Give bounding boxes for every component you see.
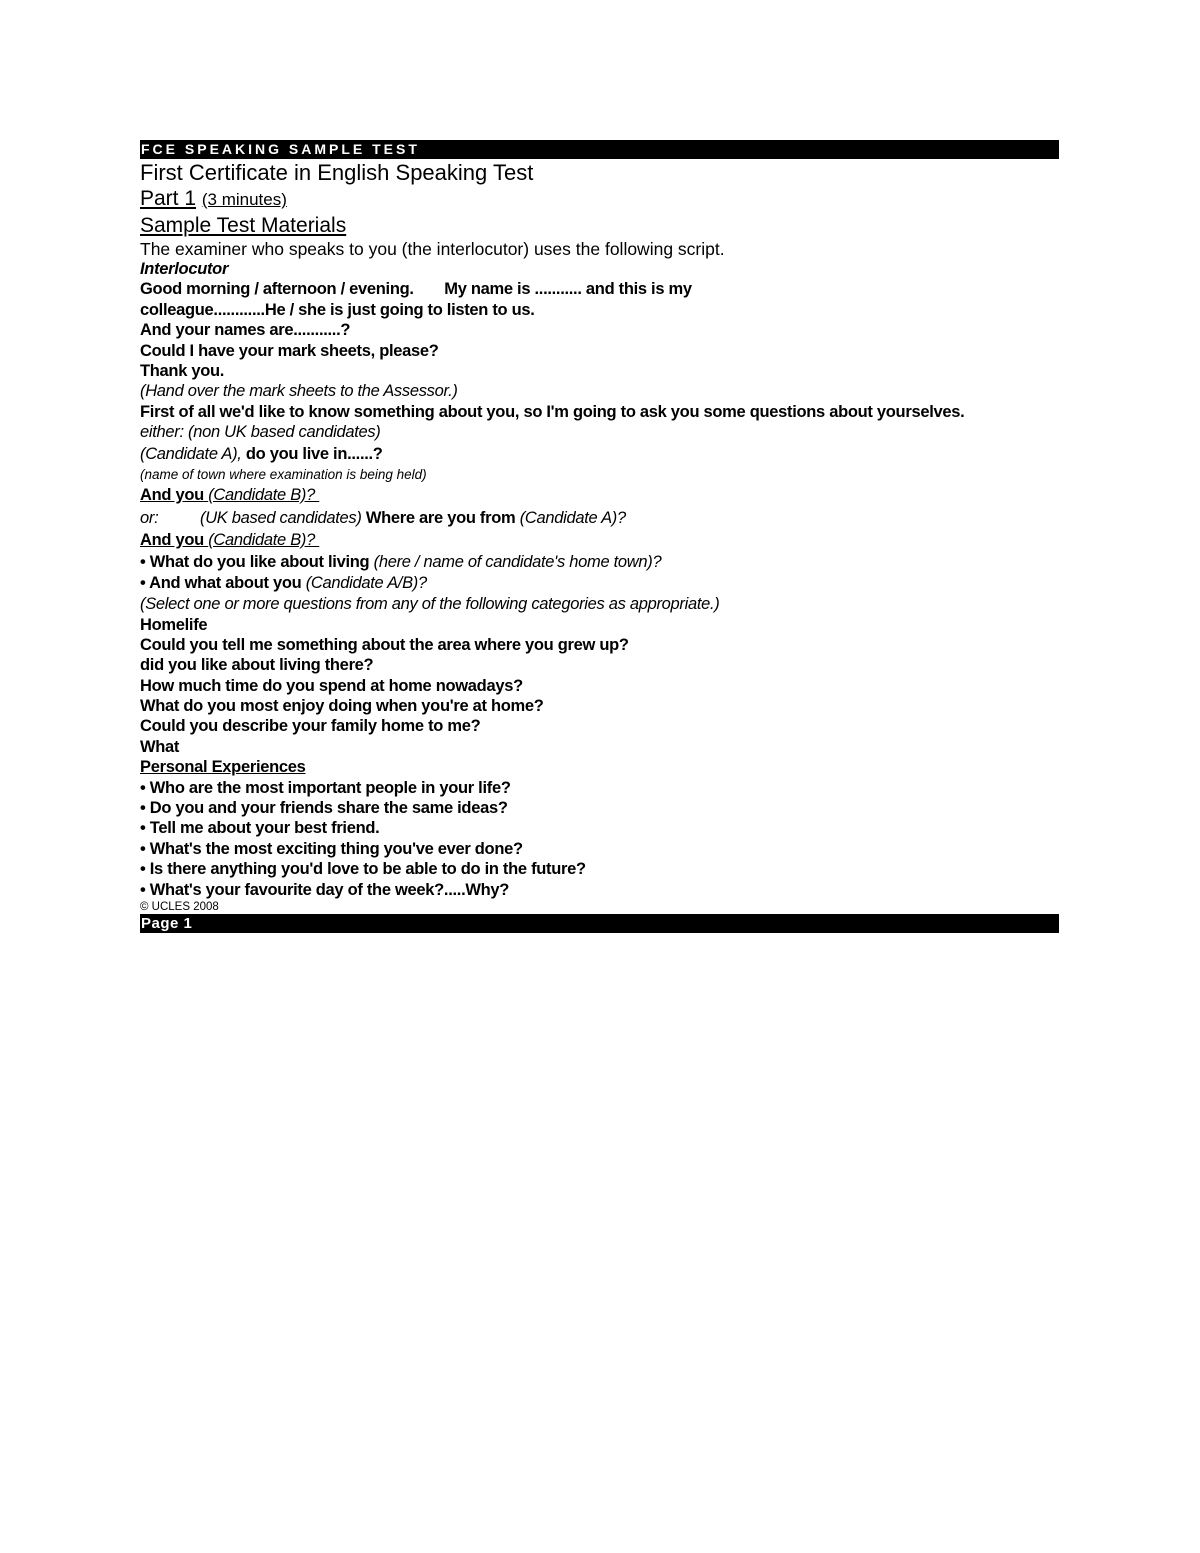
homelife-question: did you like about living there? <box>140 656 374 675</box>
hand-over-note: (Hand over the mark sheets to the Assessor.) <box>140 382 458 401</box>
personal-question: • Do you and your friends share the same ideas? <box>140 799 508 818</box>
names-question: And your names are...........? <box>140 321 351 340</box>
page-number-bar: Page 1 <box>140 914 1059 933</box>
personal-question: • What's the most exciting thing you've ever done? <box>140 839 523 858</box>
personal-question: • Who are the most important people in your life? <box>140 778 511 797</box>
candidate-a-label: (Candidate A), <box>140 444 242 463</box>
part-heading <box>140 186 1059 213</box>
personal-question: • Tell me about your best friend. <box>140 819 380 838</box>
document-title: First Certificate in English Speaking Test <box>140 160 534 185</box>
what-about-question: • And what about you <box>140 573 302 592</box>
select-note: (Select one or more questions from any of the following categories as appropriate.) <box>140 595 720 614</box>
or-line <box>140 507 1059 530</box>
personal-experiences-heading: Personal Experiences <box>140 758 306 777</box>
uk-based-note: (UK based candidates) <box>200 508 362 527</box>
and-you-1-candidate: (Candidate B)? <box>208 486 315 505</box>
like-living-question: • What do you like about living <box>140 552 370 571</box>
and-you-2-text: And you <box>140 531 204 550</box>
homelife-heading: Homelife <box>140 615 208 634</box>
homelife-question: What do you most enjoy doing when you're at home? <box>140 697 544 716</box>
first-of-all-line: First of all we'd like to know something about you, so I'm going to ask you some questions about yourselves. <box>140 402 965 421</box>
document-page <box>140 140 1059 933</box>
role-label: Interlocutor <box>140 260 229 278</box>
homelife-question: Could you tell me something about the area where you grew up? <box>140 635 629 654</box>
like-living-note: (here / name of candidate's home town)? <box>373 552 662 571</box>
greeting-part-b: My name is ........... and this is my <box>444 280 692 299</box>
mark-sheets-question: Could I have your mark sheets, please? <box>140 341 439 360</box>
greeting-line-2: colleague............He / she is just going to listen to us. <box>140 300 535 319</box>
homelife-question: Could you describe your family home to me? <box>140 717 481 736</box>
and-you-line-2 <box>140 529 1059 552</box>
section-heading: Sample Test Materials <box>140 214 347 237</box>
and-you-1-text: And you <box>140 486 204 505</box>
like-living-line <box>140 552 1059 573</box>
banner-bar: FCE SPEAKING SAMPLE TEST <box>140 140 1059 159</box>
homelife-question: How much time do you spend at home nowadays? <box>140 676 523 695</box>
where-from-question: Where are you from <box>365 508 516 527</box>
personal-question: • Is there anything you'd love to be able to do in the future? <box>140 860 586 879</box>
copyright-notice: © UCLES 2008 <box>140 900 219 913</box>
and-you-line-1 <box>140 484 1059 507</box>
what-about-candidate: (Candidate A/B)? <box>305 573 427 592</box>
part-label: Part 1 <box>140 187 197 210</box>
thanks-line: Thank you. <box>140 361 225 380</box>
what-about-line <box>140 573 1059 594</box>
part-duration: (3 minutes) <box>201 190 287 209</box>
either-note: either: (non UK based candidates) <box>140 423 381 442</box>
town-note: (name of town where examination is being held) <box>140 467 427 483</box>
live-in-question: do you live in......? <box>245 444 383 463</box>
greeting-line-1 <box>140 279 1059 299</box>
live-in-line <box>140 443 1059 466</box>
intro-text: The examiner who speaks to you (the interlocutor) uses the following script. <box>140 239 725 259</box>
and-you-2-candidate: (Candidate B)? <box>208 531 315 550</box>
homelife-question: What <box>140 737 180 756</box>
or-label: or: <box>140 508 159 527</box>
where-from-candidate: (Candidate A)? <box>519 508 626 527</box>
greeting-part-a: Good morning / afternoon / evening. <box>140 280 414 299</box>
personal-question: • What's your favourite day of the week?.....Why? <box>140 880 510 899</box>
